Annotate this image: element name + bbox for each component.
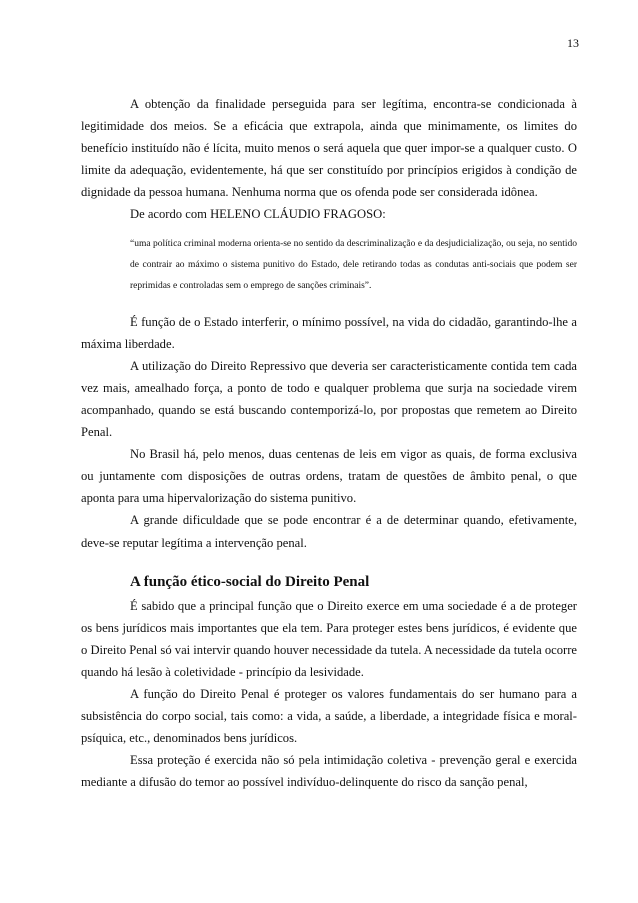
paragraph-criminal-law-function: A função do Direito Penal é proteger os valores fundamentais do ser humano para a subsistência do corpo social, tais como: a vida, a saúde, a liberdade, a integridade física e moral-psíquica, etc., denominados bens jurídicos. xyxy=(81,686,577,746)
document-body xyxy=(81,93,577,793)
paragraph-legitimacy: A obtenção da finalidade perseguida para ser legítima, encontra-se condicionada à legitimidade dos meios. Se a eficácia que extrapola, ainda que minimamente, os limites do benefício instituído não é lícita, muito menos o será aquela que quer impor-se a qualquer custo. O limite da adequação, evidentemente, há que ser constituído por princípios erigidos à condição de dignidade da pessoa humana. Nenhuma norma que os ofenda pode ser considerada idônea. xyxy=(81,97,577,200)
block-quote: “uma política criminal moderna orienta-se no sentido da descriminalização e da desjudicialização, ou seja, no sentido de contrair ao máximo o sistema punitivo do Estado, dele retirando todas as condutas anti-sociais que podem ser reprimidas e controladas sem o emprego de sanções criminais”. xyxy=(130,238,577,291)
paragraph-main-function: É sabido que a principal função que o Direito exerce em uma sociedade é a de proteger os bens jurídicos mais importantes que ela tem. Para proteger estes bens jurídicos, é evidente que o Direito Penal só vai intervir quando houver necessidade da tutela. A necessidade da tutela ocorre quando há lesão à coletividade - princípio da lesividade. xyxy=(81,598,577,679)
paragraph-repressive-law: A utilização do Direito Repressivo que deveria ser caracteristicamente contida tem cada vez mais, amealhado força, a ponto de todo e qualquer problema que surja na sociedade virem acompanhado, quando se está buscando contemporizá-lo, por propostas que remetem ao Direito Penal. xyxy=(81,358,577,440)
page-number: 13 xyxy=(567,36,579,50)
paragraph-state-function: É função de o Estado interferir, o mínimo possível, na vida do cidadão, garantindo-lhe a máxima liberdade. xyxy=(81,314,577,351)
paragraph-protection: Essa proteção é exercida não só pela intimidação coletiva - prevenção geral e exercida mediante a difusão do temor ao possível indivíduo-delinquente do risco da sanção penal, xyxy=(81,753,577,790)
paragraph-difficulty: A grande dificuldade que se pode encontrar é a de determinar quando, efetivamente, deve-se reputar legítima a intervenção penal. xyxy=(81,513,577,550)
section-heading: A função ético-social do Direito Penal xyxy=(130,573,370,590)
paragraph-brazil-laws: No Brasil há, pelo menos, duas centenas de leis em vigor as quais, de forma exclusiva ou juntamente com disposições de outras ordens, tratam de questões de âmbito penal, o que aponta para uma hipervalorização do sistema punitivo. xyxy=(81,447,577,506)
paragraph-citation-intro: De acordo com HELENO CLÁUDIO FRAGOSO: xyxy=(130,207,386,222)
